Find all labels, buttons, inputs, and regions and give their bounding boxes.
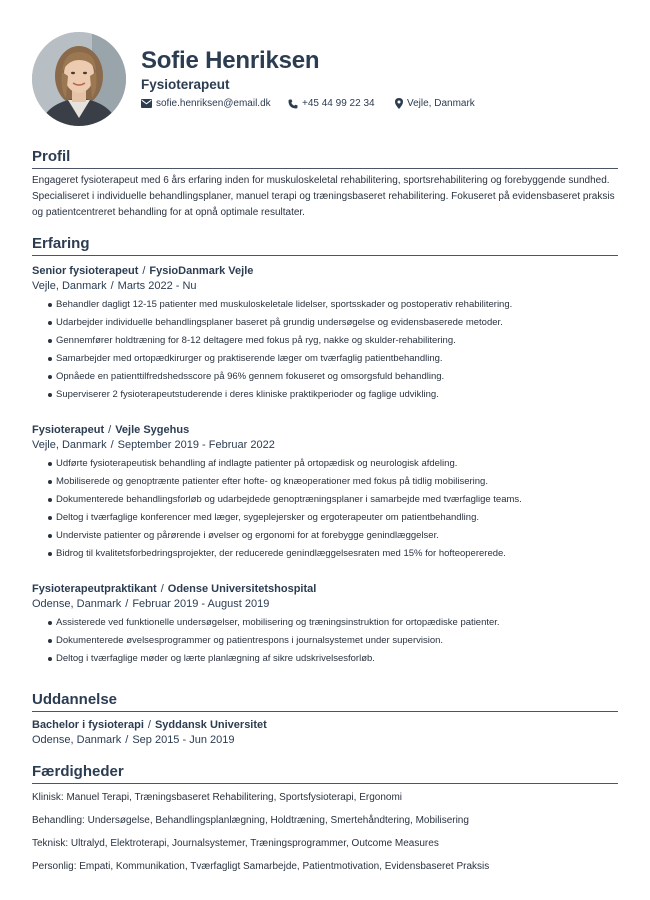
job-location: Odense, Danmark: [32, 598, 122, 610]
phone-icon: [288, 99, 298, 109]
skill-line: Behandling: Undersøgelse, Behandlingsplanlægning, Holdtræning, Smertehåndtering, Mobilisering: [32, 815, 469, 826]
skill-line: Personlig: Empati, Kommunikation, Tværfagligt Samarbejde, Patientmotivation, Evidensbaseret Praksis: [32, 861, 490, 872]
job-header: [32, 423, 618, 438]
resume-header: [32, 32, 622, 126]
list-item: Superviserer 2 fysioterapeutstuderende i deres kliniske praktikperioder og faglige udvikling.: [48, 386, 618, 404]
list-item: Mobiliserede og genoptrænte patienter efter hofte- og knæoperationer med fokus på tidlig mobilisering.: [48, 473, 618, 491]
job-meta: [32, 279, 618, 294]
list-item: Samarbejder med ortopædkirurger og praktiserende læger om tværfaglig patientbehandling.: [48, 350, 618, 368]
skills-section: [32, 763, 618, 875]
separator: /: [142, 265, 146, 277]
job-period: Februar 2019 - August 2019: [132, 598, 270, 610]
job-entry: [32, 423, 618, 563]
list-item: Udførte fysioterapeutisk behandling af indlagte patienter på ortopædisk og neurologisk afdeling.: [48, 455, 618, 473]
experience-section: [32, 235, 618, 668]
job-bullets: [32, 455, 618, 563]
job-location: Vejle, Danmark: [32, 439, 107, 451]
education-header: [32, 718, 618, 733]
candidate-name: Sofie Henriksen: [141, 47, 320, 74]
list-item: Deltog i tværfaglige møder og lærte planlægning af sikre udskrivelsesforløb.: [48, 650, 618, 668]
job-employer: Vejle Sygehus: [115, 424, 190, 436]
email-icon: [141, 99, 152, 108]
education-section: [32, 691, 618, 748]
location-pin-icon: [395, 98, 403, 109]
list-item: Udarbejder individuelle behandlingsplaner baseret på grundig undersøgelse og evidensbaserede metoder.: [48, 314, 618, 332]
list-item: Dokumenterede behandlingsforløb og udarbejdede genoptræningsplaner i samarbejde med tværfaglige teams.: [48, 491, 618, 509]
job-role: Senior fysioterapeut: [32, 265, 139, 277]
separator: /: [147, 719, 151, 731]
list-item: Dokumenterede øvelsesprogrammer og patientrespons i journalsystemet under supervision.: [48, 632, 618, 650]
list-item: Bidrog til kvalitetsforbedringsprojekter, der reducerede genindlæggelsesraten med 15% for hofteopererede.: [48, 545, 618, 563]
job-role: Fysioterapeutpraktikant: [32, 583, 157, 595]
contact-location: [395, 98, 475, 109]
candidate-title: Fysioterapeut: [141, 77, 230, 92]
list-item: Underviste patienter og pårørende i øvelser og ergonomi for at forebygge genindlæggelser.: [48, 527, 618, 545]
education-location: Odense, Danmark: [32, 734, 122, 746]
job-entry: [32, 264, 618, 404]
separator: /: [125, 598, 129, 610]
list-item: Assisterede ved funktionelle undersøgelser, mobilisering og træningsinstruktion for ortopædiske patienter.: [48, 614, 618, 632]
section-heading: Uddannelse: [32, 691, 618, 712]
profile-photo: [32, 32, 126, 126]
job-bullets: [32, 614, 618, 668]
job-period: Marts 2022 - Nu: [117, 280, 197, 292]
separator: /: [108, 424, 112, 436]
location-text: Vejle, Danmark: [407, 98, 475, 109]
list-item: Opnåede en patienttilfredshedsscore på 96% gennem fokuseret og omsorgsfuld behandling.: [48, 368, 618, 386]
section-heading: Erfaring: [32, 235, 618, 256]
job-header: [32, 264, 618, 279]
separator: /: [125, 734, 129, 746]
contact-email[interactable]: [141, 98, 271, 109]
job-location: Vejle, Danmark: [32, 280, 107, 292]
job-role: Fysioterapeut: [32, 424, 105, 436]
job-entry: [32, 582, 618, 668]
separator: /: [110, 439, 114, 451]
job-header: [32, 582, 618, 597]
contact-phone[interactable]: [288, 98, 375, 109]
school: Syddansk Universitet: [154, 719, 267, 731]
education-meta: [32, 733, 618, 748]
skill-line: Teknisk: Ultralyd, Elektroterapi, Journalsystemer, Træningsprogrammer, Outcome Measures: [32, 838, 439, 849]
list-item: Deltog i tværfaglige konferencer med læger, sygeplejersker og ergoterapeuter om patientbehandling.: [48, 509, 618, 527]
job-meta: [32, 438, 618, 453]
job-period: September 2019 - Februar 2022: [117, 439, 275, 451]
skill-line: Klinisk: Manuel Terapi, Træningsbaseret Rehabilitering, Sportsfysioterapi, Ergonomi: [32, 792, 402, 803]
profile-section: [32, 148, 618, 221]
separator: /: [160, 583, 164, 595]
education-entry: [32, 718, 618, 748]
section-heading: Profil: [32, 148, 618, 169]
separator: /: [110, 280, 114, 292]
list-item: Gennemfører holdtræning for 8-12 deltagere med fokus på ryg, nakke og skulder-rehabilitering.: [48, 332, 618, 350]
job-bullets: [32, 296, 618, 404]
list-item: Behandler dagligt 12-15 patienter med muskuloskeletale lidelser, sportsskader og postoperativ rehabilitering.: [48, 296, 618, 314]
job-employer: FysioDanmark Vejle: [149, 265, 254, 277]
job-employer: Odense Universitetshospital: [167, 583, 317, 595]
profile-summary: Engageret fysioterapeut med 6 års erfaring inden for muskuloskeletal rehabilitering, sportsrehabilitering og forebyggende sundhed. Specialiseret i individuelle behandlingsplaner, manuel terapi og træningsbaseret rehabilitering. Fokuseret på evidensbaseret praksis og patientcentreret behandling for at opnå optimale resultater.: [32, 175, 615, 218]
phone-text: +45 44 99 22 34: [302, 98, 375, 109]
section-heading: Færdigheder: [32, 763, 618, 784]
email-text: sofie.henriksen@email.dk: [156, 98, 271, 109]
degree: Bachelor i fysioterapi: [32, 719, 144, 731]
education-period: Sep 2015 - Jun 2019: [132, 734, 235, 746]
job-meta: [32, 597, 618, 612]
